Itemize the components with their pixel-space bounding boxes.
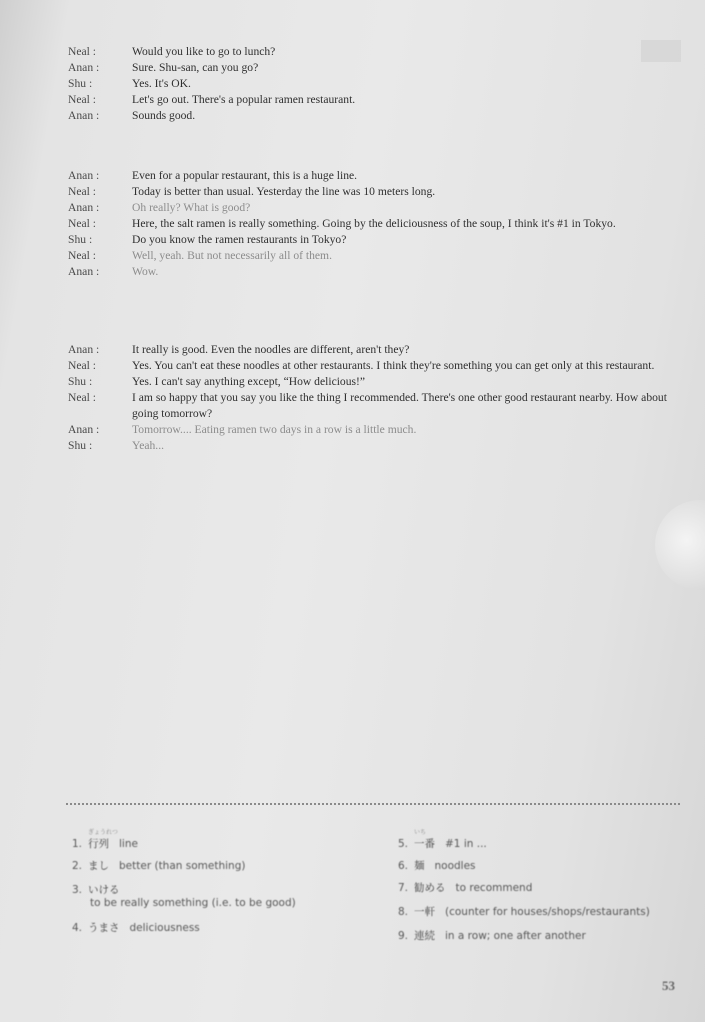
dialogue-line [68, 422, 688, 438]
vocab-word: うまさ [88, 922, 120, 934]
vocab-meaning: in a row; one after another [445, 930, 586, 942]
dialogue-line [68, 232, 688, 248]
vocab-number: 1. [72, 838, 83, 850]
dialogue-line [68, 44, 688, 60]
vocab-meaning: to recommend [455, 882, 533, 894]
vocab-number: 7. [398, 882, 409, 894]
vocab-word: いける [88, 884, 120, 896]
dialogue-line [68, 248, 688, 264]
speaker-label: Neal : [68, 249, 97, 262]
dialogue-line [68, 216, 688, 232]
vocab-meaning: deliciousness [129, 922, 200, 934]
vocab-meaning: noodles [434, 860, 476, 872]
dialogue-scene-1 [68, 44, 688, 124]
dialogue-line [68, 342, 688, 358]
speaker-label: Shu : [68, 375, 93, 388]
speaker-label: Shu : [68, 233, 93, 246]
dialogue-line [68, 390, 688, 422]
speaker-label: Neal : [68, 185, 97, 198]
dialogue-text: Tomorrow.... Eating ramen two days in a row is a little much. [132, 423, 417, 436]
dialogue-text: It really is good. Even the noodles are different, aren't they? [132, 343, 410, 356]
vocab-item [72, 882, 296, 909]
speaker-label: Anan : [68, 109, 100, 122]
vocab-meaning: to be really something (i.e. to be good) [90, 897, 296, 909]
speaker-label: Anan : [68, 201, 100, 214]
dialogue-line [68, 438, 688, 454]
dialogue-text: Yes. You can't eat these noodles at other restaurants. I think they're something you can get only at this restaurant. [132, 359, 655, 372]
vocab-item [72, 829, 138, 851]
dialogue-line [68, 200, 688, 216]
dialogue-line [68, 60, 688, 76]
dialogue-line [68, 374, 688, 390]
speaker-label: Anan : [68, 169, 100, 182]
page-edge-tab [655, 500, 705, 590]
vocab-item [398, 880, 532, 895]
dialogue-text: Sounds good. [132, 109, 196, 122]
vocab-furigana: いち [414, 829, 427, 836]
speaker-label: Anan : [68, 343, 100, 356]
dialogue-line [68, 358, 688, 374]
speaker-label: Anan : [68, 423, 100, 436]
speaker-label: Neal : [68, 391, 97, 404]
dialogue-scene-3 [68, 342, 688, 454]
speaker-label: Anan : [68, 265, 100, 278]
dialogue-text: Sure. Shu-san, can you go? [132, 61, 259, 74]
vocab-number: 6. [398, 860, 409, 872]
speaker-label: Neal : [68, 359, 97, 372]
speaker-label: Neal : [68, 93, 97, 106]
vocab-item [72, 858, 245, 873]
vocab-item [398, 904, 650, 919]
dialogue-line [68, 184, 688, 200]
dialogue-line [68, 76, 688, 92]
dialogue-text: Today is better than usual. Yesterday the line was 10 meters long. [132, 185, 436, 198]
vocab-number: 3. [72, 884, 83, 896]
speaker-label: Shu : [68, 77, 93, 90]
vocab-item [398, 829, 487, 851]
vocab-item [398, 858, 476, 873]
dialogue-line [68, 168, 688, 184]
dialogue-text: Yes. I can't say anything except, “How delicious!” [132, 375, 366, 388]
speaker-label: Shu : [68, 439, 93, 452]
vocab-furigana: ぎょうれつ [88, 829, 118, 836]
dialogue-text: Wow. [132, 265, 159, 278]
dialogue-text: Here, the salt ramen is really something. Going by the deliciousness of the soup, I think it's #1 in Tokyo. [132, 217, 616, 230]
dialogue-line [68, 264, 688, 280]
vocab-word: 一軒 [414, 906, 435, 918]
vocab-number: 4. [72, 922, 83, 934]
dialogue-text: Yeah... [132, 439, 164, 452]
dialogue-text: Do you know the ramen restaurants in Tokyo? [132, 233, 347, 246]
dialogue-line [68, 108, 688, 124]
vocab-number: 9. [398, 930, 409, 942]
speaker-label: Neal : [68, 45, 97, 58]
dialogue-text: Would you like to go to lunch? [132, 45, 276, 58]
dialogue-text: Well, yeah. But not necessarily all of them. [132, 249, 332, 262]
vocab-item [72, 920, 200, 935]
vocab-meaning: line [119, 838, 138, 850]
vocab-number: 8. [398, 906, 409, 918]
vocab-meaning: #1 in ... [445, 838, 487, 850]
dialogue-text: Even for a popular restaurant, this is a huge line. [132, 169, 358, 182]
vocab-word: 勧める [414, 882, 446, 894]
vocab-meaning: (counter for houses/shops/restaurants) [445, 906, 650, 918]
vocab-word: まし [88, 860, 109, 872]
dialogue-text: Oh really? What is good? [132, 201, 251, 214]
dialogue-text: I am so happy that you say you like the thing I recommended. There's one other good restaurant nearby. How about going tomorrow? [132, 391, 667, 420]
vocab-number: 2. [72, 860, 83, 872]
dialogue-line [68, 92, 688, 108]
speaker-label: Neal : [68, 217, 97, 230]
vocab-number: 5. [398, 838, 409, 850]
vocab-word: 一番 [414, 838, 435, 850]
vocab-word: 連続 [414, 930, 435, 942]
vocab-word: 麺 [414, 860, 425, 872]
dialogue-text: Let's go out. There's a popular ramen restaurant. [132, 93, 356, 106]
dotted-divider [66, 803, 680, 805]
speaker-label: Anan : [68, 61, 100, 74]
page-number: 53 [662, 978, 675, 993]
vocab-word: 行列 [88, 838, 109, 850]
vocab-meaning: better (than something) [119, 860, 246, 872]
dialogue-scene-2 [68, 168, 688, 280]
dialogue-text: Yes. It's OK. [132, 77, 191, 90]
vocab-item [398, 928, 586, 943]
